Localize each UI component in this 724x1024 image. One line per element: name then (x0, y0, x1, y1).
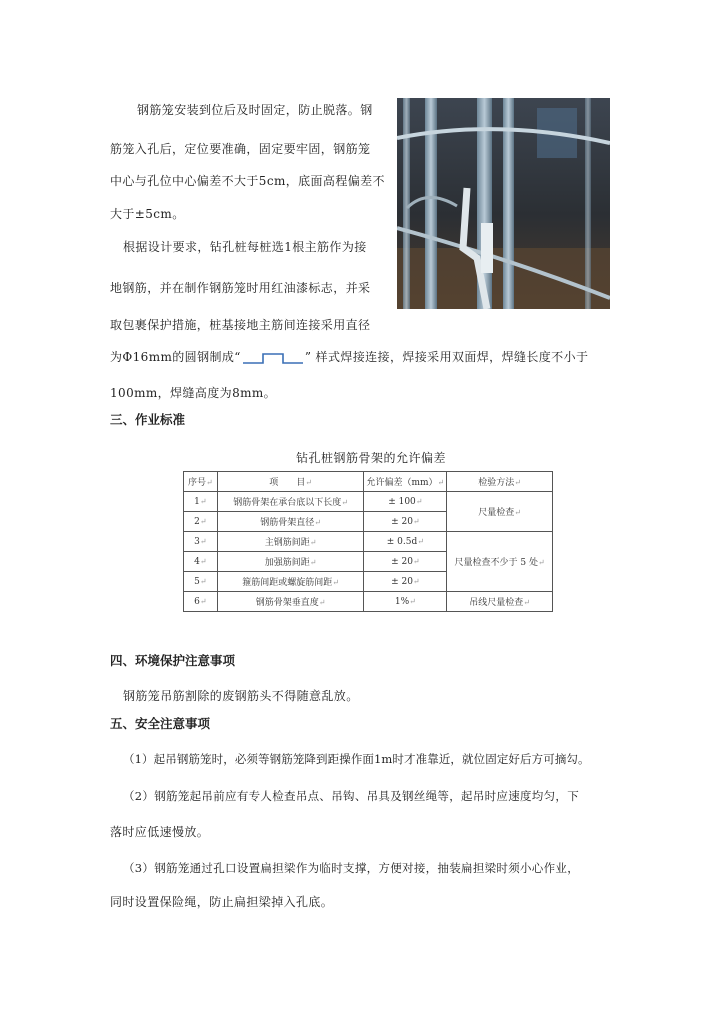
row-item: 钢筋骨架在承台底以下长度↵ (217, 492, 364, 512)
intro-line-8-end: ” 样式焊接连接，焊接采用双面焊，焊缝长度不小于 (304, 350, 589, 364)
row-item: 钢筋骨架直径↵ (217, 512, 364, 532)
table-row (184, 592, 553, 612)
section-5-item-2-line-1: （2）钢筋笼起吊前应有专人检查吊点、吊钩、吊具及钢丝绳等，起吊时应速度均匀，下 (123, 789, 580, 803)
header-tolerance: 允许偏差（mm）↵ (364, 472, 447, 492)
section-4-text: 钢筋笼吊筋割除的废钢筋头不得随意乱放。 (123, 689, 359, 703)
row-item: 钢筋骨架垂直度↵ (217, 592, 364, 612)
table-header-row (184, 472, 553, 492)
intro-line-8-start: 为Φ16mm的圆钢制成“ (110, 350, 241, 364)
table-row (184, 492, 553, 512)
row-method: 尺量检查不少于 5 处↵ (447, 532, 553, 592)
row-no: 1↵ (184, 492, 218, 512)
row-no: 6↵ (184, 592, 218, 612)
intro-line-4: 大于±5cm。 (110, 207, 185, 221)
section-5-item-1: （1）起吊钢筋笼时，必须等钢筋笼降到距操作面1m时才准靠近，就位固定好后方可摘勾。 (123, 752, 590, 766)
row-tolerance: ± 100↵ (364, 492, 447, 512)
intro-line-6: 地钢筋，并在制作钢筋笼时用红油漆标志，并采 (110, 281, 371, 295)
row-no: 4↵ (184, 552, 218, 572)
section-5-item-2-line-2: 落时应低速慢放。 (110, 825, 210, 839)
row-item: 加强筋间距↵ (217, 552, 364, 572)
row-no: 2↵ (184, 512, 218, 532)
intro-line-5: 根据设计要求，钻孔桩每桩选1根主筋作为接 (123, 240, 367, 254)
row-item: 主钢筋间距↵ (217, 532, 364, 552)
header-method: 检验方法↵ (447, 472, 553, 492)
intro-line-2: 筋笼入孔后，定位要准确，固定要牢固，钢筋笼 (110, 142, 371, 156)
weld-shape-symbol (241, 351, 305, 365)
intro-line-3: 中心与孔位中心偏差不大于5cm，底面高程偏差不 (110, 174, 385, 188)
header-no: 序号↵ (184, 472, 218, 492)
row-no: 5↵ (184, 572, 218, 592)
table-row (184, 532, 553, 552)
intro-line-9: 100mm，焊缝高度为8mm。 (110, 386, 277, 400)
section-4-heading: 四、环境保护注意事项 (110, 653, 236, 668)
row-tolerance: ± 20↵ (364, 552, 447, 572)
row-method: 吊线尺量检查↵ (447, 592, 553, 612)
section-5-item-3-line-1: （3）钢筋笼通过孔口设置扁担梁作为临时支撑，方便对接，抽装扁担梁时须小心作业， (123, 861, 580, 875)
tolerance-table (183, 471, 553, 612)
row-method: 尺量检查↵ (447, 492, 553, 532)
section-5-item-3-line-2: 同时设置保险绳，防止扁担梁掉入孔底。 (110, 895, 334, 909)
section-3-heading: 三、作业标准 (110, 412, 186, 427)
row-tolerance: ± 20↵ (364, 512, 447, 532)
row-tolerance: ± 20↵ (364, 572, 447, 592)
rebar-cage-photo (397, 98, 610, 309)
row-item: 箍筋间距或螺旋筋间距↵ (217, 572, 364, 592)
row-no: 3↵ (184, 532, 218, 552)
row-tolerance: 1%↵ (364, 592, 447, 612)
intro-line-7: 取包裹保护措施，桩基接地主筋间连接采用直径 (110, 318, 371, 332)
intro-line-8 (110, 349, 588, 365)
row-tolerance: ± 0.5d↵ (364, 532, 447, 552)
table-title: 钻孔桩钢筋骨架的允许偏差 (296, 451, 447, 465)
header-item: 项 目↵ (217, 472, 364, 492)
section-5-heading: 五、安全注意事项 (110, 716, 211, 731)
intro-line-1: 钢筋笼安装到位后及时固定，防止脱落。钢 (137, 103, 373, 117)
